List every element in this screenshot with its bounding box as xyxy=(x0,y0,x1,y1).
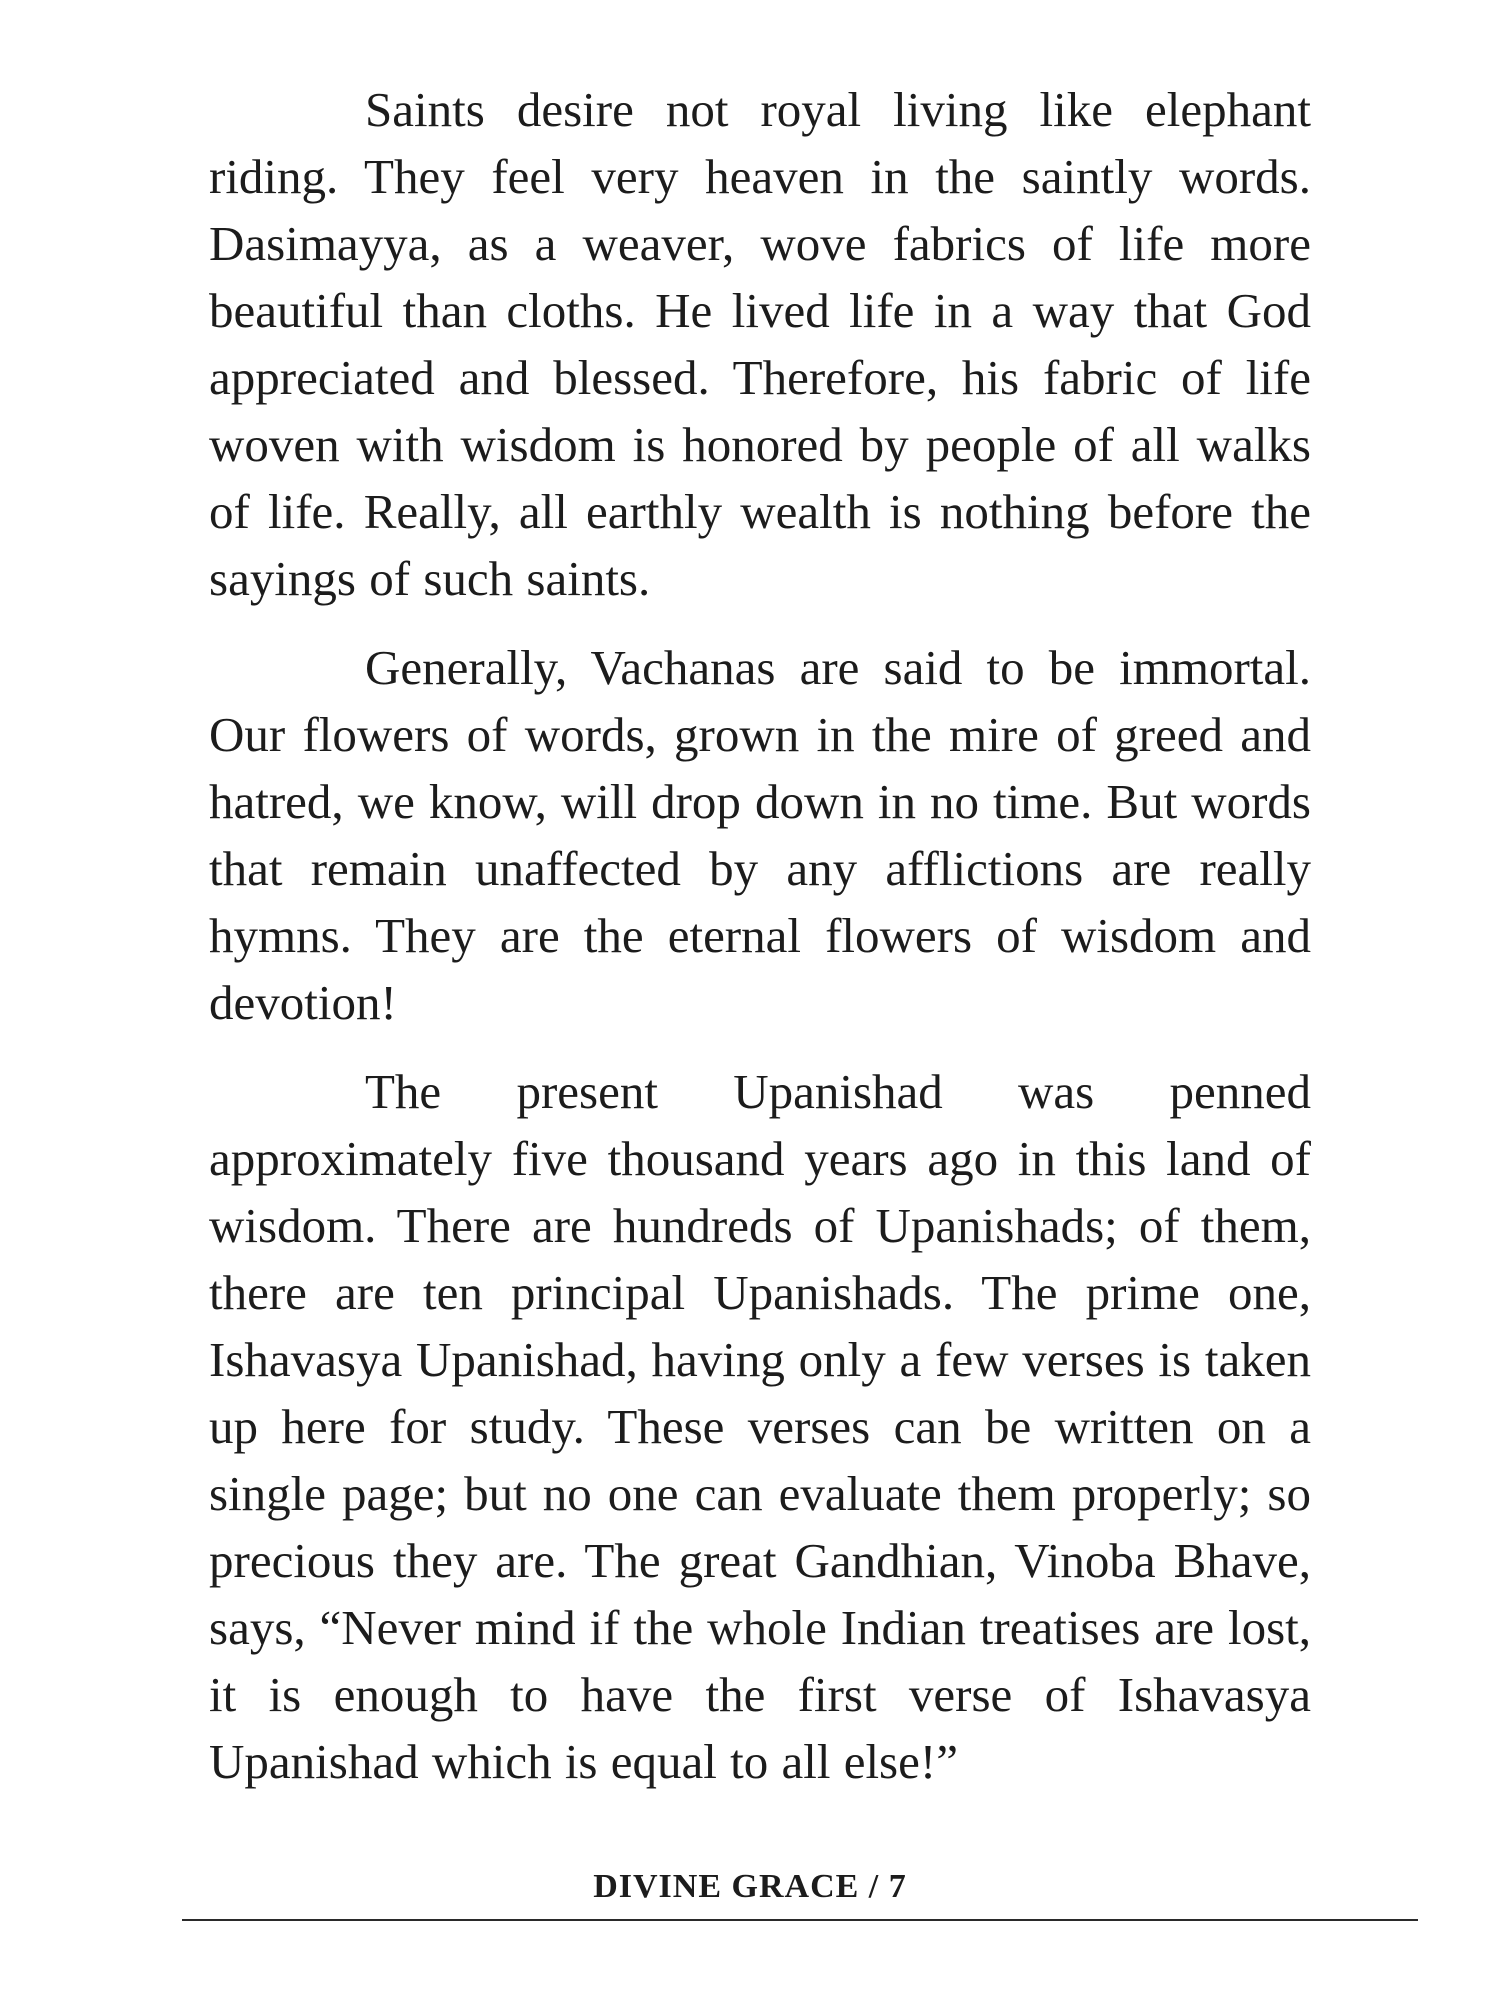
footer-divider xyxy=(182,1919,1418,1921)
paragraph-upanishad: The present Upanishad was penned approximately five thousand years ago in this land of wisdom. There are hundreds of Upanishads; of them, there are ten principal Upanishads. The prime one, Ishavasya Upanishad, having only a few verses is taken up here for study. These verses can be written on a single page; but no one can evaluate them properly; so precious they are. The great Gandhian, Vinoba Bhave, says, “Never mind if the whole Indian treatises are lost, it is enough to have the first verse of Ishavasya Upanishad which is equal to all else!” xyxy=(209,1064,1311,1789)
page-footer-title: DIVINE GRACE / 7 xyxy=(593,1868,907,1905)
paragraph-vachanas: Generally, Vachanas are said to be immortal. Our flowers of words, grown in the mire of greed and hatred, we know, will drop down in no time. But words that remain unaffected by any afflictions are really hymns. They are the eternal flowers of wisdom and devotion! xyxy=(209,640,1311,1030)
paragraph-saints: Saints desire not royal living like elephant riding. They feel very heaven in the saintly words. Dasimayya, as a weaver, wove fabrics of life more beautiful than cloths. He lived life in a way that God appreciated and blessed. Therefore, his fabric of life woven with wisdom is honored by people of all walks of life. Really, all earthly wealth is nothing before the sayings of such saints. xyxy=(209,82,1311,606)
page-body xyxy=(209,76,1311,1817)
